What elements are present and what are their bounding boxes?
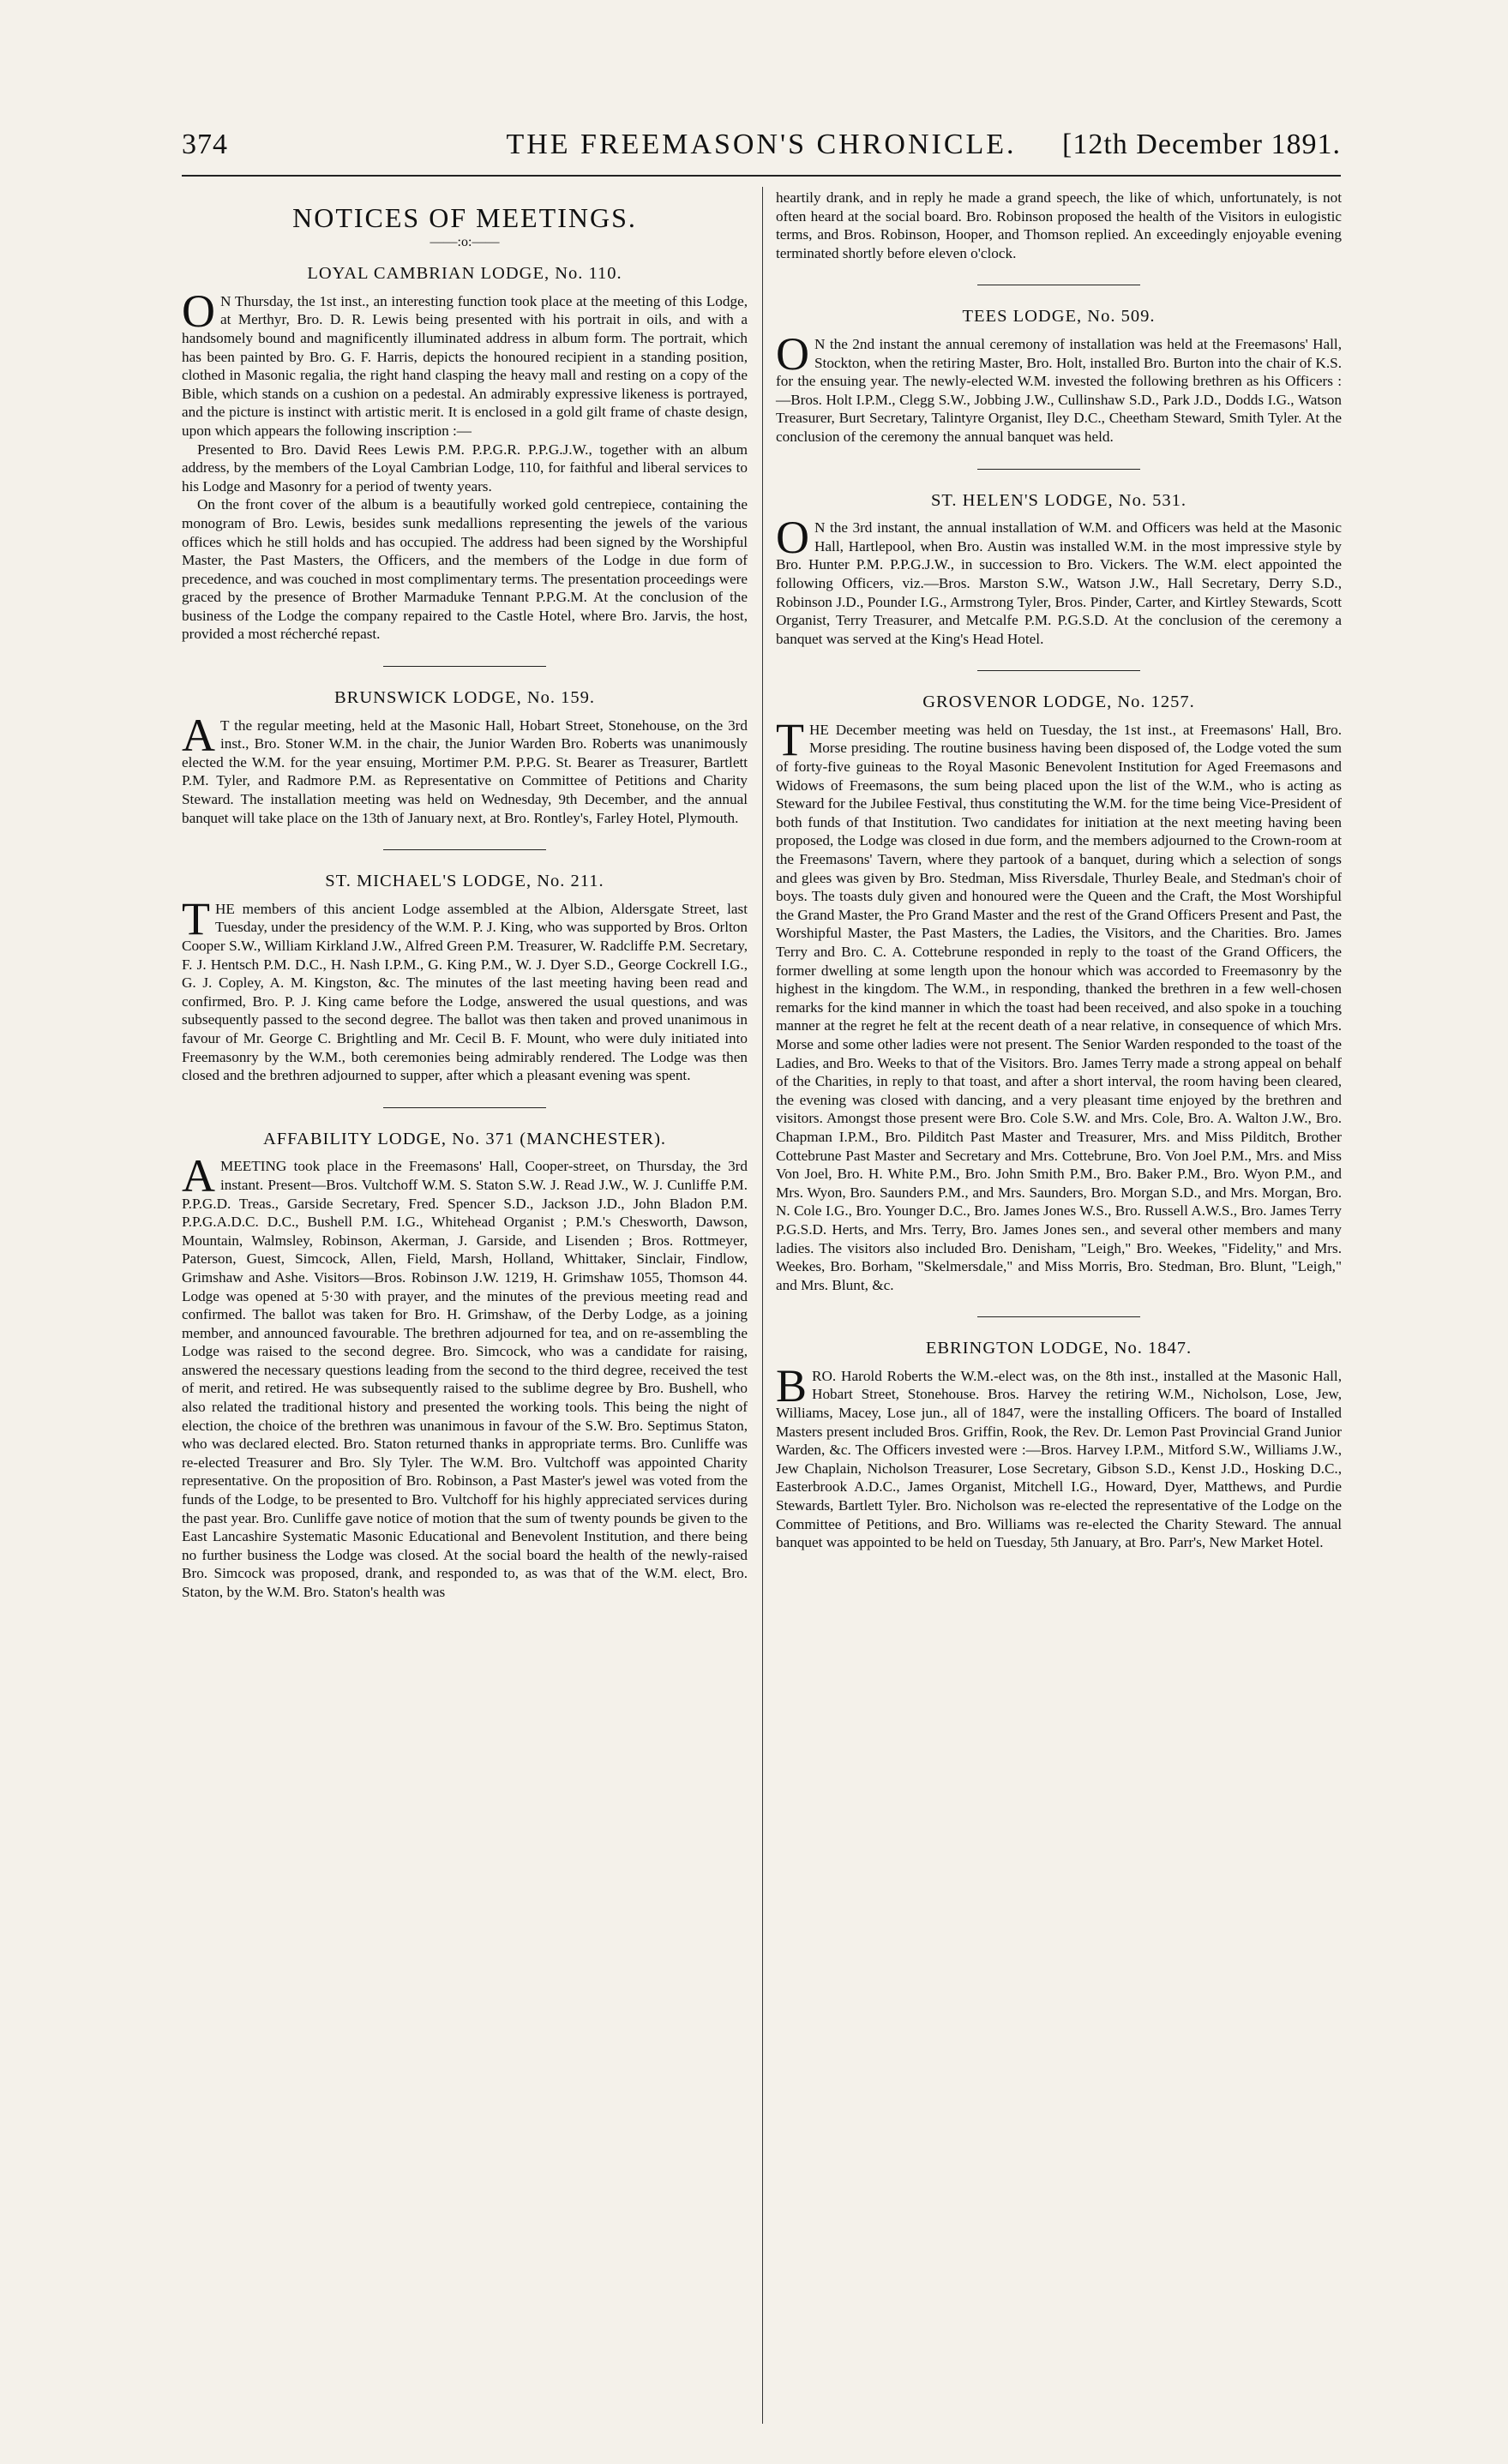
drop-cap: T <box>182 892 210 944</box>
article-title: TEES LODGE, No. 509. <box>962 307 1156 327</box>
article-divider <box>383 666 546 667</box>
right-column <box>776 189 1342 1552</box>
article-divider <box>977 670 1140 671</box>
header-rule <box>182 175 1341 177</box>
running-head <box>182 129 1341 170</box>
article-st-michaels-lodge <box>182 872 748 1085</box>
paragraph-text: MEETING took place in the Freemasons' Hall, Cooper-street, on Thursday, the 3rd instant. Present—Bros. Vultchoff W.M. S. Staton S.W. J. Read J.W., W. J. Cunliffe P.M. P.P.G.D. Treas., Garside Secretary, Fred. Spencer S.D., Jackson J.D., John Bladon P.M. P.P.G.A.D.C. D.C., Bushell P.M. I.G., Whitehead Organist ; P.M.'s Chesworth, Dawson, Mountain, Walmsley, Robinson, Akerman, J. Garside, and Lisenden ; Bros. Rottmeyer, Paterson, Guest, Simcock, Allen, Field, Marsh, Holland, Whittaker, Sinclair, Findlow, Grimshaw and Ashe. Visitors—Bros. Robinson J.W. 1219, H. Grimshaw 1055, Thomson 44. Lodge was opened at 5·30 with prayer, and the minutes of the previous meeting read and confirmed. The ballot was taken for Bro. H. Grimshaw, of the Derby Lodge, as a joining member, and announced favourable. The brethren adjourned for tea, and on re-assembling the Lodge was raised to the second degree. Bro. Simcock, who was a candidate for raising, answered the necessary questions leading from the second to the third degree, received the test of merit, and retired. He was subsequently raised to the sublime degree by Bro. Bushell, who also related the traditional history and presented the working tools. This being the night of election, the choice of the brethren was unanimous in favour of the S.W. Bro. Septimus Staton, who was declared elected. Bro. Staton returned thanks in appropriate terms. Bro. Cunliffe was re-elected Treasurer and Bro. Sly Tyler. The W.M. Bro. Vultchoff was appointed Charity representative. On the proposition of Bro. Robinson, a Past Master's jewel was voted from the funds of the Lodge, to be presented to Bro. Vultchoff for his highly appreciated services during the past year. Bro. Cunliffe gave notice of motion that the sum of twenty pounds be given to the East Lancashire Systematic Masonic Educational and Benevolent Institution, and there being no further business the Lodge was closed. At the social board the health of the newly-raised Bro. Simcock was proposed, drank, and responded to, as was that of the W.M. elect, Bro. Staton, by the W.M. Bro. Staton's health was <box>182 1158 748 1600</box>
journal-title: THE FREEMASON'S CHRONICLE. <box>506 129 1017 160</box>
drop-cap: A <box>182 1150 215 1202</box>
article-title: ST. HELEN'S LODGE, No. 531. <box>931 490 1187 510</box>
article-title: BRUNSWICK LODGE, No. 159. <box>333 688 596 708</box>
issue-date: [12th December 1891. <box>1062 129 1341 160</box>
article-st-helens-lodge <box>776 492 1342 649</box>
article-paragraph <box>776 512 1342 648</box>
article-divider <box>977 469 1140 470</box>
section-ornament: ——:o:—— <box>430 234 500 249</box>
article-paragraph <box>182 1150 748 1601</box>
article-grosvenor-lodge <box>776 693 1342 1294</box>
article-ebrington-lodge <box>776 1340 1342 1552</box>
article-paragraph: On the front cover of the album is a beautifully worked gold centrepiece, containing the monogram of Bro. Lewis, besides sunk medallions representing the jewels of the various offices which he still holds and has occupied. The address had been signed by the Worshipful Master, the Past Masters, the Officers, and the members of the Lodge in due form of precedence, and was couched in most complimentary terms. The presentation proceedings were graced by the presence of Brother Marmaduke Tennant P.P.G.M. At the conclusion of the business of the Lodge the company repaired to the Castle Hotel, where Bro. Jarvis, the host, provided a most récherché repast. <box>182 496 748 643</box>
article-divider <box>977 1316 1140 1317</box>
column-divider <box>762 187 763 2424</box>
article-loyal-cambrian-lodge <box>182 265 748 644</box>
article-paragraph <box>182 709 748 828</box>
article-tees-lodge <box>776 308 1342 446</box>
section-title: NOTICES OF MEETINGS. <box>292 202 637 233</box>
article-paragraph: heartily drank, and in reply he made a grand speech, the like of which, unfortunately, is not often heard at the social board. Bro. Robinson proposed the health of the Visitors in eulogistic terms, and Bros. Robinson, Hooper, and Thomson replied. An exceedingly enjoyable evening terminated shortly before eleven o'clock. <box>776 189 1342 261</box>
drop-cap: O <box>182 285 215 337</box>
article-title: ST. MICHAEL'S LODGE, No. 211. <box>325 872 604 891</box>
article-paragraph <box>776 713 1342 1294</box>
article-divider <box>383 849 546 850</box>
article-affability-continued <box>776 189 1342 262</box>
article-paragraph <box>182 285 748 441</box>
drop-cap: A <box>182 709 215 761</box>
paragraph-text: HE members of this ancient Lodge assembled at the Albion, Aldersgate Street, last Tuesday, under the presidency of the W.M. P. J. King, who was supported by Bros. Orlton Cooper S.W., William Kirkland J.W., Alfred Green P.M. Treasurer, W. Radcliffe P.M. Secretary, F. J. Hentsch P.M. D.C., H. Nash I.P.M., G. King P.M., W. J. Dyer S.D., George Cockrell I.G., G. J. Copley, A. M. Kingston, &c. The minutes of the last meeting having been read and confirmed, Bro. P. J. King came before the Lodge, answered the usual questions, and was subsequently passed to the second degree. The ballot was then taken and proved unanimous in favour of Mr. George C. Brightling and Mr. Cecil B. F. Mount, who were duly initiated into Freemasonry by the W.M., both ceremonies being admirably rendered. The Lodge was then closed and the brethren adjourned to supper, after which a pleasant evening was spent. <box>182 900 748 1084</box>
article-affability-lodge <box>182 1130 748 1602</box>
article-paragraph <box>776 1359 1342 1552</box>
page-number: 374 <box>182 129 228 160</box>
article-title: AFFABILITY LODGE, No. 371 (MANCHESTER). <box>262 1129 667 1148</box>
article-title: EBRINGTON LODGE, No. 1847. <box>925 1339 1193 1358</box>
paragraph-text: N the 3rd instant, the annual installation of W.M. and Officers was held at the Masonic Hall, Hartlepool, when Bro. Austin was installed W.M. in the most impressive style by Bro. Hunter P.M. P.P.G.J.W., in succession to Bro. Vickers. The W.M. elect appointed the following Officers, viz.—Bros. Marston S.W., Watson J.W., Hall Secretary, Derry S.D., Robinson J.D., Pounder I.G., Armstrong Tyler, Bros. Pinder, Carter, and Kirtley Stewards, Scott Organist, Terry Treasurer, and Metcalfe P.M. P.G.S.D. At the conclusion of the ceremony a banquet was served at the King's Head Hotel. <box>776 519 1342 647</box>
left-column <box>182 189 748 1602</box>
article-paragraph: Presented to Bro. David Rees Lewis P.M. P.P.G.R. P.P.G.J.W., together with an album address, by the members of the Loyal Cambrian Lodge, 110, for faithful and liberal services to his Lodge and Masonry for a period of twenty years. <box>182 441 748 495</box>
article-brunswick-lodge <box>182 689 748 827</box>
drop-cap: O <box>776 512 809 564</box>
article-paragraph <box>182 892 748 1085</box>
drop-cap: T <box>776 713 804 765</box>
article-paragraph <box>776 327 1342 447</box>
paragraph-text: N the 2nd instant the annual ceremony of installation was held at the Freemasons' Hall, Stockton, when the retiring Master, Bro. Holt, installed Bro. Burton into the chair of K.S. for the ensuing year. The newly-elected W.M. invested the following brethren as his Officers :—Bros. Holt I.P.M., Clegg S.W., Jobbing J.W., Cullinshaw S.D., Park J.D., Dodds I.G., Watson Treasurer, Burt Secretary, Talintyre Organist, Iley D.C., Cheetham Steward, Smith Tyler. At the conclusion of the ceremony the annual banquet was held. <box>776 335 1342 445</box>
paragraph-text: HE December meeting was held on Tuesday, the 1st inst., at Freemasons' Hall, Bro. Morse presiding. The routine business having been disposed of, the Lodge voted the sum of forty-five guineas to the Royal Masonic Benevolent Institution for Aged Freemasons and Widows of Freemasons, the sum being placed upon the list of the W.M., who is acting as Steward for the Jubilee Festival, thus constituting the W.M. for the time being Vice-President of both funds of that Institution. Two candidates for initiation at the next meeting having been proposed, the Lodge was closed in due form, and the members adjourned to the Crown-room at the Freemasons' Tavern, where they partook of a banquet, during which a selection of songs and glees was given by Bro. Stedman, Miss Riversdale, Thurley Beale, and Stedman's choir of boys. The toasts duly given and honoured were the Queen and the Craft, the Most Worshipful the Grand Master, the Pro Grand Master and the rest of the Grand Officers Present and Past, the Worshipful Master, the Past Masters, the Ladies, the Visitors, and the Charities. Bro. James Terry and Bro. C. A. Cottebrune responded in reply to the toast of the Grand Officers, the former dwelling at some length upon the honour which was accorded to Freemasonry by the highest in the kingdom. The W.M., in responding, thanked the brethren in a few well-chosen remarks for the kind manner in which the toast had been received, and also spoke in a touching manner at the regret he felt at the recent death of a near relative, in consequence of which Mrs. Morse and some other ladies were not present. The Senior Warden responded to the toast of the Ladies, and Bro. Weeks to that of the Visitors. Bro. James Terry made a strong appeal on behalf of the Charities, in reply to that toast, and after a short interval, the room having been cleared, the evening was closed with dancing, and a very pleasant time enjoyed by the brethren and visitors. Amongst those present were Bro. Cole S.W. and Mrs. Cole, Bro. A. Walton J.W., Bro. Chapman I.P.M., Bro. Pilditch Past Master and Treasurer, Mrs. and Miss Pilditch, Brother Cottebrune Past Master and Secretary and Mrs. Cottebrune, Bro. Von Joel P.M., Mrs. and Miss Von Joel, Bro. H. White P.M., Bro. John Smith P.M., Bro. Baker P.M., Bro. Wyon P.M., and Mrs. Wyon, Bro. Saunders P.M., and Mrs. Saunders, Bro. Morgan S.D., and Mrs. Morgan, Bro. N. Cole I.G., Bro. Younger D.C., Bro. James Jones W.S., Bro. Russell A.W.S., Bro. James Terry P.G.S.D. Herts, and Mrs. Terry, Bro. James Jones sen., and several other members and many ladies. The visitors also included Bro. Denisham, "Leigh," Bro. Weekes, "Fidelity," and Mrs. Weekes, Bro. Borham, "Skelmersdale," and Miss Morris, Bro. Stedman, Bro. Blunt, "Leigh," and Mrs. Blunt, &c. <box>776 721 1342 1293</box>
drop-cap: O <box>776 327 809 380</box>
drop-cap: B <box>776 1359 808 1412</box>
article-divider <box>383 1107 546 1108</box>
paragraph-text: T the regular meeting, held at the Masonic Hall, Hobart Street, Stonehouse, on the 3rd inst., Bro. Stoner W.M. in the chair, the Junior Warden Bro. Roberts was unanimously elected the W.M. for the year ensuing, Mortimer P.M. P.P.G. St. Bearer as Treasurer, Bartlett P.M. Tyler, and Radmore P.M. as Representative on Committee of Petitions and Charity Steward. The installation meeting was held on Wednesday, 9th December, and the annual banquet will take place on the 13th of January next, at Bro. Rontley's, Farley Hotel, Plymouth. <box>182 716 748 826</box>
paragraph-text: RO. Harold Roberts the W.M.-elect was, on the 8th inst., installed at the Masonic Hall, Hobart Street, Stonehouse. Bros. Harvey the retiring W.M., Nicholson, Lose, Jew, Williams, Macey, Lose jun., all of 1847, were the installing Officers. The board of Installed Masters present included Bros. Griffin, Rook, the Rev. Dr. Lemon Past Provincial Grand Junior Warden, &c. The Officers invested were :—Bros. Harvey I.P.M., Mitford S.W., Williams J.W., Jew Chaplain, Nicholson Treasurer, Lose Secretary, Gibson S.D., Kenst J.D., Hosking D.C., Easterbrook A.D.C., James Organist, Mitchell I.G., Howard, Dyer, Matthews, and Purdie Stewards, Bartlett Tyler. Bro. Nicholson was re-elected the representative of the Lodge on the Committee of Petitions, and Bro. Williams was re-elected the Charity Steward. The annual banquet was appointed to be held on Tuesday, 5th January, at Bro. Parr's, New Market Hotel. <box>776 1367 1342 1551</box>
article-title: LOYAL CAMBRIAN LODGE, No. 110. <box>307 264 622 284</box>
paragraph-text: N Thursday, the 1st inst., an interesting function took place at the meeting of this Lodge, at Merthyr, Bro. D. R. Lewis being presented with his portrait in oils, and with a handsomely bound and magnificently illuminated address in album form. The portrait, which has been painted by Bro. G. F. Harris, depicts the honoured recipient in a standing position, clothed in Masonic regalia, the right hand clasping the heavy mall and resting on a copy of the Bible, which stands on a cushion on a pedestal. An admirably expressive likeness is portrayed, and the picture is instinct with artistic merit. It is enclosed in a gold gilt frame of chaste design, upon which appears the following inscription :— <box>182 292 748 439</box>
article-title: GROSVENOR LODGE, No. 1257. <box>922 692 1195 712</box>
